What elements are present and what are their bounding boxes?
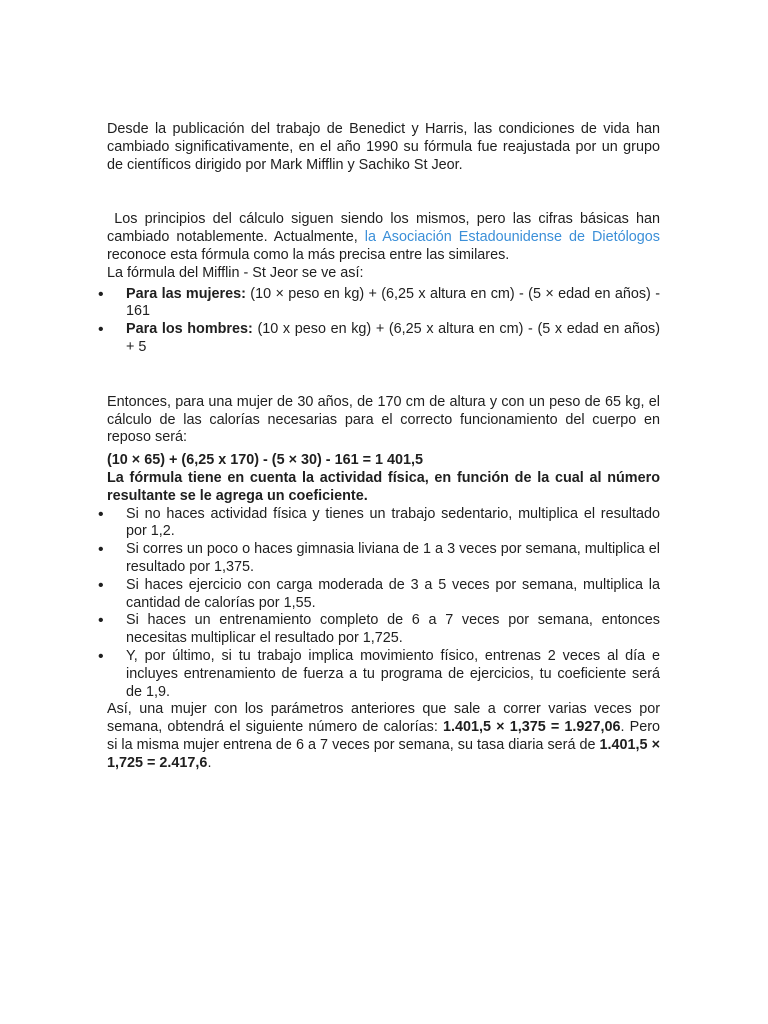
closing-text: .: [207, 754, 212, 771]
spacer: [107, 357, 660, 394]
principles-text-end: reconoce esta fórmula como la más precisa entre las similares.: [107, 246, 510, 263]
association-link[interactable]: la Asociación Estadounidense de Dietólogos: [364, 229, 660, 246]
principles-text: Los principios del cálculo siguen siendo los mismos, pero las cifras básicas han cambiado notablemente. Actualmente,: [107, 211, 665, 246]
list-item-women: [107, 286, 660, 322]
formula-list: [107, 286, 660, 357]
formula-label: Para las mujeres:: [126, 285, 246, 302]
closing-text: Así, una mujer con los parámetros anteriores que sale a correr varias veces por semana, obtendrá el siguiente número de calorías:: [107, 701, 660, 736]
list-item-men: [107, 321, 660, 357]
principles-paragraph: [107, 211, 665, 264]
formula-label: Para los hombres:: [126, 321, 253, 338]
closing-text: . Pero si la misma mujer entrena de 6 a 7 veces por semana, su tasa diaria será de: [107, 719, 660, 753]
calculation-line: (10 × 65) + (6,25 x 170) - (5 × 30) - 161 = 1 401,5: [107, 452, 423, 469]
list-item: • Y, por último, si tu trabajo implica movimiento físico, entrenas 2 veces al día e incluyes entrenamiento de fuerza a tu programa de ejercicios, tu coeficiente será de 1,9.: [107, 648, 660, 701]
list-item: • Si corres un poco o haces gimnasia liviana de 1 a 3 veces por semana, multiplica el resultado por 1,375.: [107, 541, 660, 577]
document-body: [107, 121, 665, 773]
formula-intro: La fórmula del Mifflin - St Jeor se ve así:: [107, 264, 364, 281]
coefficient-note: La fórmula tiene en cuenta la actividad física, en función de la cual al número resultante se le agrega un coeficiente.: [107, 469, 660, 504]
list-item: • Si haces un entrenamiento completo de 6 a 7 veces por semana, entonces necesitas multiplicar el resultado por 1,725.: [107, 612, 660, 648]
result-running: 1.401,5 × 1,375 = 1.927,06: [443, 719, 621, 736]
spacer: [107, 174, 660, 211]
activity-list: [107, 506, 660, 702]
result-training: 1.401,5 × 1,725 = 2.417,6: [107, 736, 660, 771]
formula-text: (10 × peso en kg) + (6,25 x altura en cm) - (5 × edad en años) - 161: [126, 285, 660, 320]
formula-text: (10 x peso en kg) + (6,25 x altura en cm) - (5 x edad en años) + 5: [126, 321, 660, 355]
list-item: • Si haces ejercicio con carga moderada de 3 a 5 veces por semana, multiplica la cantidad de calorías por 1,55.: [107, 577, 660, 613]
example-paragraph: Entonces, para una mujer de 30 años, de 170 cm de altura y con un peso de 65 kg, el cálculo de las calorías necesarias para el correcto funcionamiento del cuerpo en reposo será:: [107, 393, 660, 446]
closing-paragraph: [107, 701, 660, 772]
intro-paragraph: Desde la publicación del trabajo de Benedict y Harris, las condiciones de vida han cambiado significativamente, en el año 1990 su fórmula fue reajustada por un grupo de científicos dirigido por Mark Mifflin y Sachiko St Jeor.: [107, 121, 660, 173]
list-item: • Si no haces actividad física y tienes un trabajo sedentario, multiplica el resultado por 1,2.: [107, 506, 660, 542]
